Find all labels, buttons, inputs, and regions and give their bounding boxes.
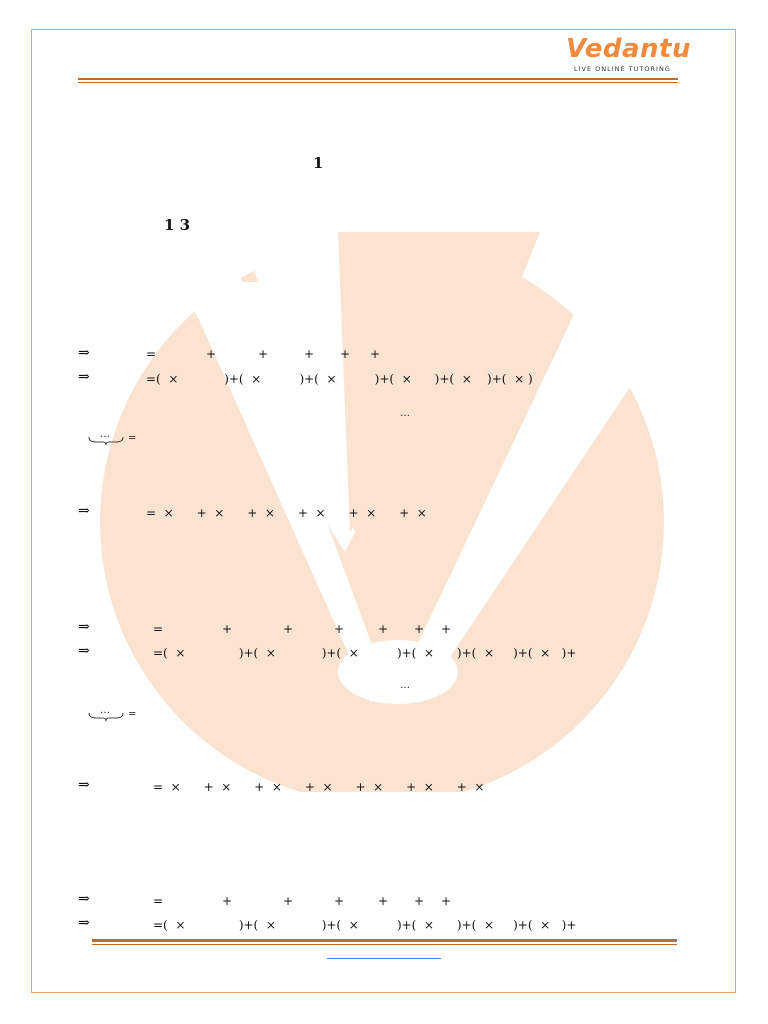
equals-sign: = <box>128 709 137 720</box>
logo-tagline: LIVE ONLINE TUTORING <box>574 65 671 73</box>
implies-arrow: ⇒ <box>78 619 90 635</box>
plus-sign: + <box>378 622 389 636</box>
header-rule-thin <box>78 82 678 83</box>
header-rule-thick <box>78 78 678 80</box>
equals-sign: = <box>153 622 164 636</box>
product-sum-expression: = × + × + × + × + × + × <box>146 506 427 520</box>
equals-sign: = <box>128 433 137 444</box>
implies-arrow: ⇒ <box>78 369 90 385</box>
plus-sign: + <box>283 622 294 636</box>
plus-sign: + <box>340 347 351 361</box>
plus-sign: + <box>441 622 452 636</box>
plus-sign: + <box>414 894 425 908</box>
expanded-expression: =( × )+( × )+( × )+( × )+( × )+( × )+ <box>153 918 577 932</box>
footer-rule-thin <box>92 944 677 945</box>
exercise-number: 1 3 <box>164 216 191 234</box>
implies-arrow: ⇒ <box>78 345 90 361</box>
plus-sign: + <box>441 894 452 908</box>
footer-link-underline[interactable] <box>327 958 441 959</box>
implies-arrow: ⇒ <box>78 503 90 519</box>
equals-sign: = <box>153 894 164 908</box>
plus-sign: + <box>222 894 233 908</box>
implies-arrow: ⇒ <box>78 643 90 659</box>
vedantu-logo <box>566 34 696 78</box>
expanded-expression: =( × )+( × )+( × )+( × )+( × )+( × )+ <box>153 646 577 660</box>
underbrace-dots: … <box>100 429 110 440</box>
plus-sign: + <box>334 622 345 636</box>
logo-wordmark: Vedantu <box>566 34 691 64</box>
underbrace-dots: … <box>100 705 110 716</box>
implies-arrow: ⇒ <box>78 891 90 907</box>
plus-sign: + <box>334 894 345 908</box>
ellipsis: … <box>400 408 410 419</box>
equals-sign: = <box>146 347 157 361</box>
plus-sign: + <box>258 347 269 361</box>
plus-sign: + <box>414 622 425 636</box>
plus-sign: + <box>283 894 294 908</box>
plus-sign: + <box>304 347 315 361</box>
expanded-expression: =( × )+( × )+( × )+( × )+( × )+( × ) <box>146 372 533 386</box>
implies-arrow: ⇒ <box>78 777 90 793</box>
product-sum-expression: = × + × + × + × + × + × + × <box>153 780 485 794</box>
ellipsis: … <box>400 680 410 691</box>
footer-rule-thick <box>92 939 677 942</box>
plus-sign: + <box>222 622 233 636</box>
implies-arrow: ⇒ <box>78 915 90 931</box>
chapter-number: 1 <box>313 154 324 172</box>
plus-sign: + <box>206 347 217 361</box>
plus-sign: + <box>378 894 389 908</box>
plus-sign: + <box>370 347 381 361</box>
